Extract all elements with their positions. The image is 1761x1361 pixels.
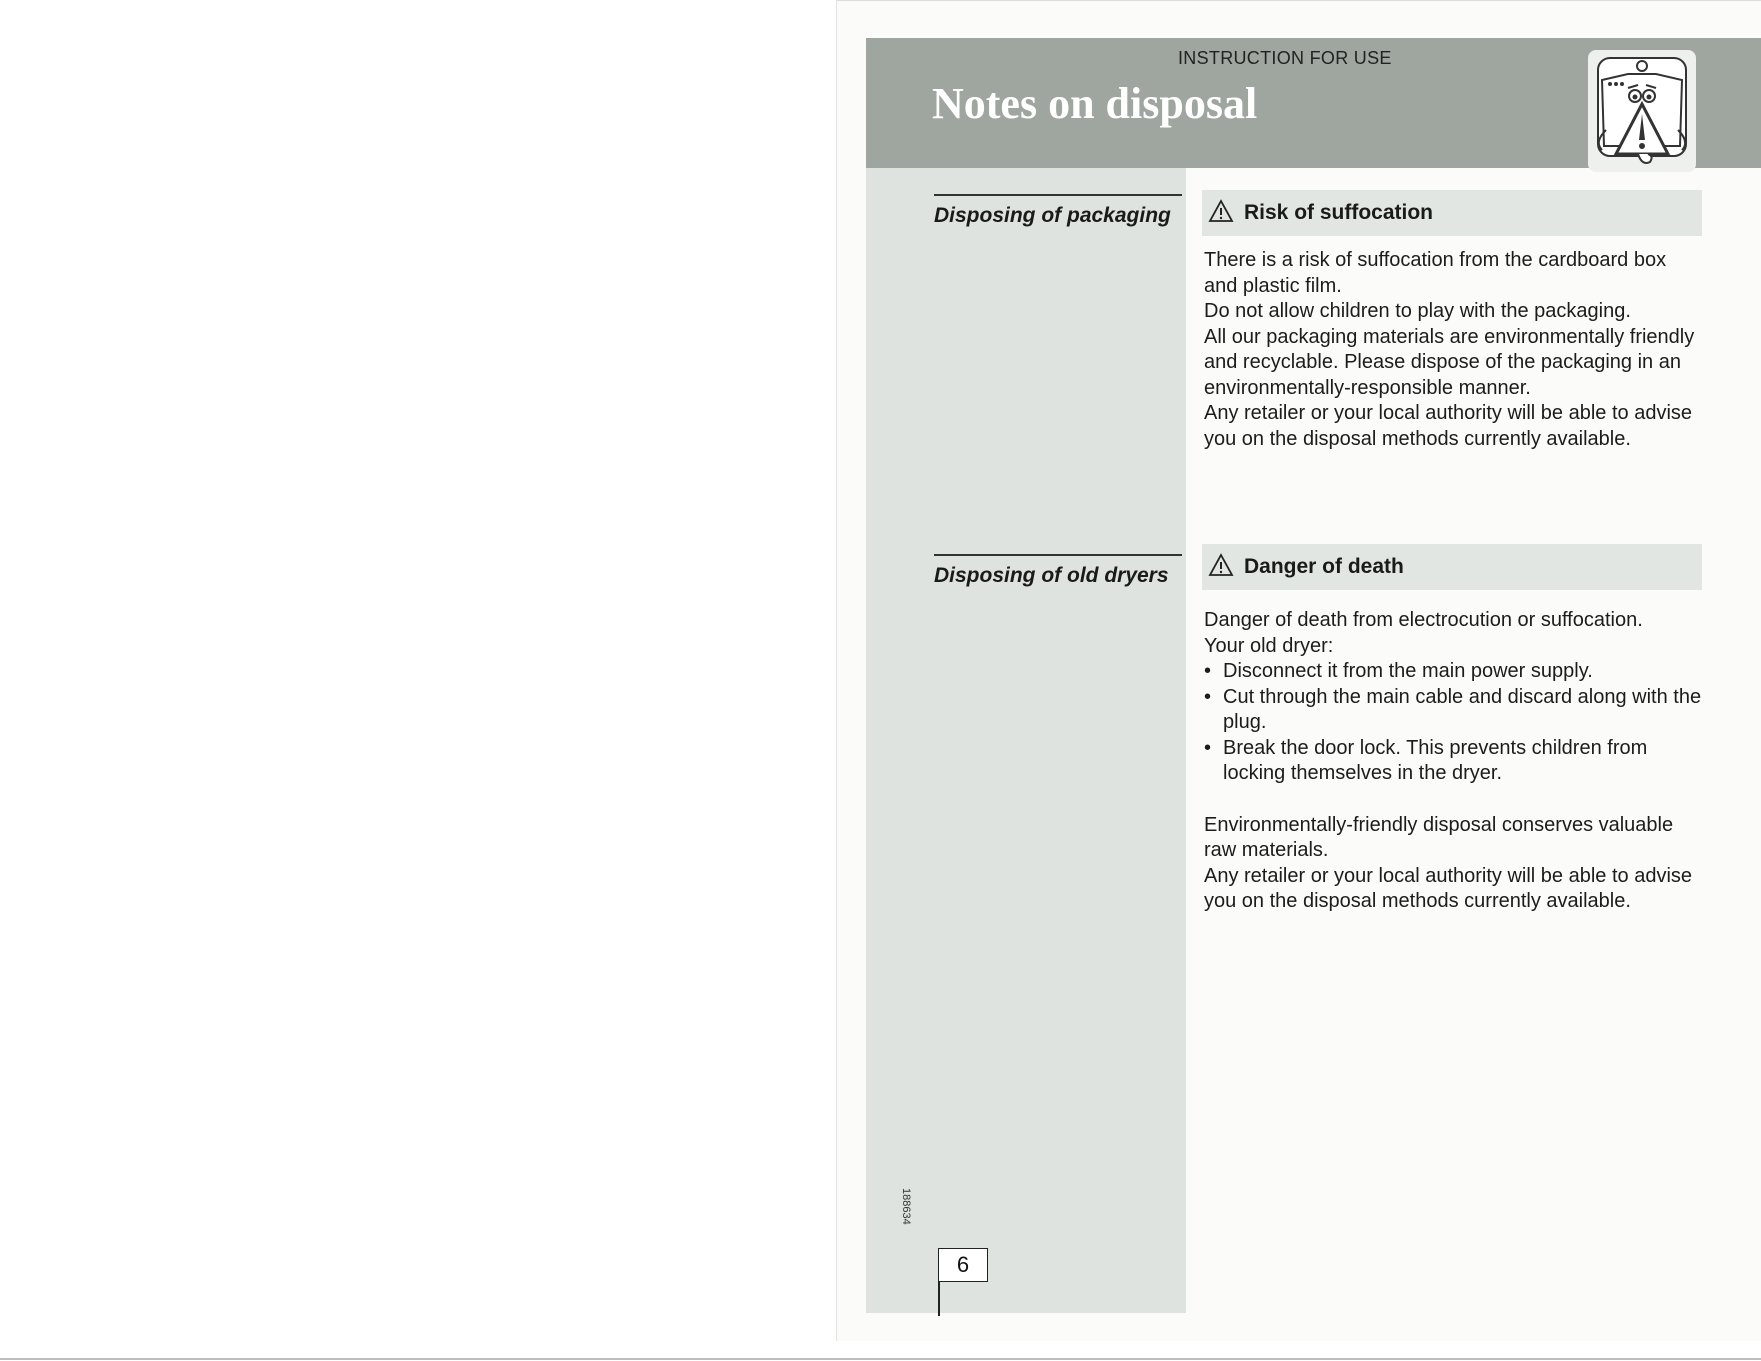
- blank-left-page: [0, 0, 836, 1361]
- scan-edge-line: [0, 1358, 1761, 1360]
- page-number-rule: [938, 1282, 940, 1316]
- document-code: 188634: [900, 1188, 912, 1225]
- warning-icon: [1208, 199, 1234, 228]
- paragraph: Do not allow children to play with the packaging.: [1204, 300, 1631, 322]
- paragraph: Any retailer or your local authority will be able to advise you on the disposal methods currently available.: [1204, 864, 1693, 912]
- list-item: • Disconnect it from the main power supply.: [1204, 659, 1704, 685]
- paragraph: There is a risk of suffocation from the cardboard box and plastic film.: [1204, 249, 1667, 297]
- warning-icon: [1208, 553, 1234, 582]
- section-body-packaging: [1204, 248, 1704, 452]
- warning-title: Danger of death: [1244, 555, 1404, 578]
- paragraph: All our packaging materials are environmentally friendly and recyclable. Please dispose of the packaging in an environmentally-responsible manner.: [1204, 325, 1695, 399]
- paragraph: Your old dryer:: [1204, 634, 1334, 657]
- warning-mascot-icon: [1588, 50, 1696, 172]
- section-heading-packaging: Disposing of packaging: [934, 194, 1182, 228]
- page-number: 6: [938, 1248, 988, 1282]
- list-item: • Cut through the main cable and discard along with the plug.: [1204, 685, 1704, 736]
- paragraph: Any retailer or your local authority will be able to advise you on the disposal methods currently available.: [1204, 402, 1693, 450]
- paragraph: Environmentally-friendly disposal conserves valuable raw materials.: [1204, 813, 1674, 861]
- section-heading-old-dryers: Disposing of old dryers: [934, 554, 1182, 588]
- warning-bar-suffocation: [1202, 190, 1702, 236]
- page-title: Notes on disposal: [932, 79, 1258, 128]
- section-body-old-dryers: [1204, 608, 1704, 915]
- paragraph: Danger of death from electrocution or suffocation.: [1204, 609, 1643, 631]
- header-label: INSTRUCTION FOR USE: [1178, 48, 1392, 68]
- bullet-list: [1204, 659, 1704, 787]
- side-column: [866, 168, 1186, 1313]
- warning-title: Risk of suffocation: [1244, 201, 1434, 224]
- list-item: • Break the door lock. This prevents children from locking themselves in the dryer.: [1204, 736, 1704, 787]
- warning-bar-danger: [1202, 544, 1702, 590]
